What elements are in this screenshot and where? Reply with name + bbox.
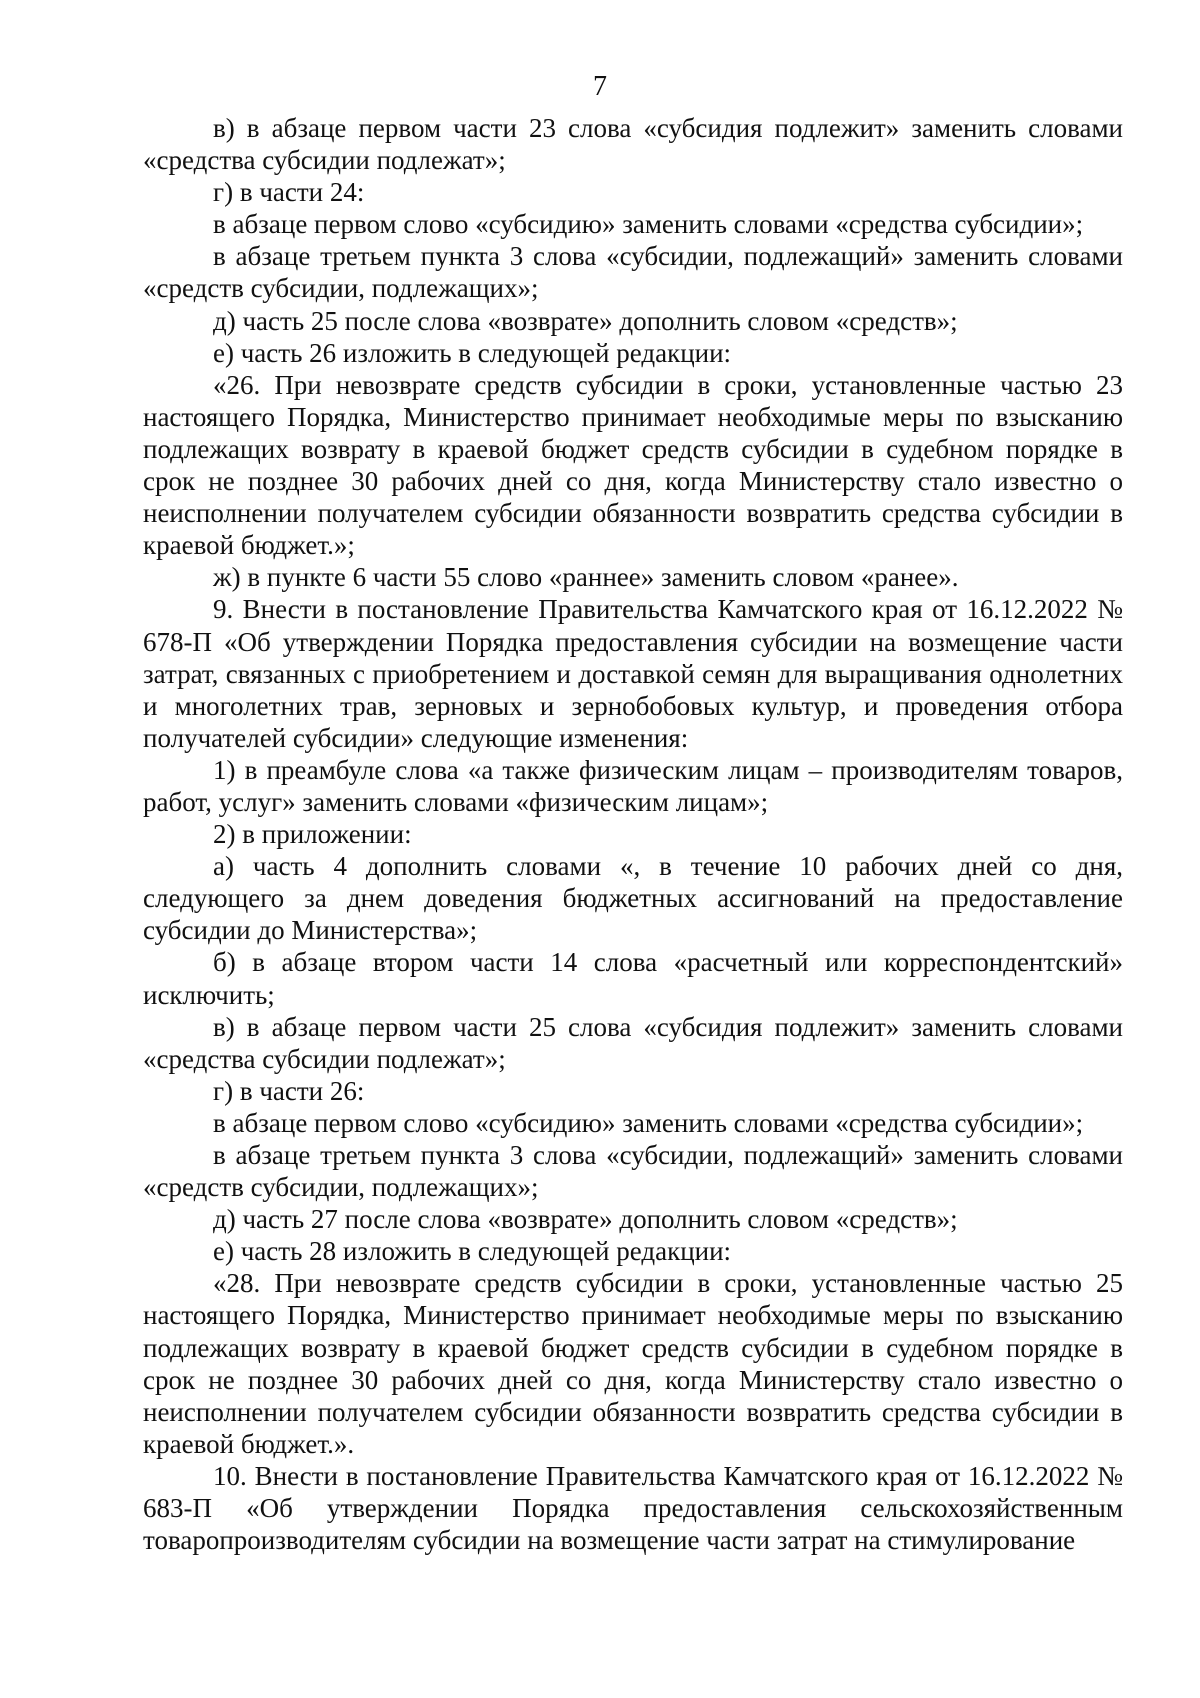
paragraph: е) часть 28 изложить в следующей редакции: [213, 1236, 732, 1267]
paragraph: в) в абзаце первом части 23 слова «субсидия подлежит» заменить словами «средства субсидии подлежат»; [143, 113, 1123, 176]
paragraph: 10. Внести в постановление Правительства Камчатского края от 16.12.2022 № 683-П «Об утверждении Порядка предоставления сельскохозяйственным товаропроизводителям субсидии на возмещение части затрат на стимулирование [143, 1460, 1123, 1556]
paragraph: б) в абзаце втором части 14 слова «расчетный или корреспондентский» исключить; [143, 947, 1123, 1010]
paragraph: г) в части 26: [213, 1075, 365, 1106]
paragraph: г) в части 24: [213, 177, 365, 208]
paragraph: в абзаце третьем пункта 3 слова «субсидии, подлежащий» заменить словами «средств субсидии, подлежащих»; [143, 241, 1123, 304]
paragraph: д) часть 25 после слова «возврате» дополнить словом «средств»; [213, 305, 958, 336]
paragraph: а) часть 4 дополнить словами «, в течение 10 рабочих дней со дня, следующего за днем доведения бюджетных ассигнований на предоставление субсидии до Министерства»; [143, 851, 1123, 946]
document-body [143, 112, 1123, 1556]
paragraph: в абзаце третьем пункта 3 слова «субсидии, подлежащий» заменить словами «средств субсидии, подлежащих»; [143, 1140, 1123, 1203]
paragraph: 9. Внести в постановление Правительства Камчатского края от 16.12.2022 № 678-П «Об утверждении Порядка предоставления субсидии на возмещение части затрат, связанных с приобретением и доставкой семян для выращивания однолетних и многолетних трав, зерновых и зернобобовых культур, и проведения отбора получателей субсидии» следующие изменения: [143, 594, 1123, 753]
paragraph: ж) в пункте 6 части 55 слово «раннее» заменить словом «ранее». [213, 562, 959, 593]
paragraph: в) в абзаце первом части 25 слова «субсидия подлежит» заменить словами «средства субсидии подлежат»; [143, 1011, 1123, 1074]
paragraph: в абзаце первом слово «субсидию» заменить словами «средства субсидии»; [213, 1107, 1084, 1138]
paragraph: «26. При невозврате средств субсидии в сроки, установленные частью 23 настоящего Порядка, Министерство принимает необходимые меры по взысканию подлежащих возврату в краевой бюджет средств субсидии в судебном порядке в срок не позднее 30 рабочих дней со дня, когда Министерству стало известно о неисполнении получателем субсидии обязанности возвратить средства субсидии в краевой бюджет.»; [143, 369, 1123, 561]
paragraph: 1) в преамбуле слова «а также физическим лицам – производителям товаров, работ, услуг» заменить словами «физическим лицам»; [143, 754, 1123, 817]
paragraph: е) часть 26 изложить в следующей редакции: [213, 337, 732, 368]
page-number: 7 [593, 71, 607, 102]
paragraph: 2) в приложении: [213, 819, 412, 850]
paragraph: «28. При невозврате средств субсидии в сроки, установленные частью 25 настоящего Порядка, Министерство принимает необходимые меры по взысканию подлежащих возврату в краевой бюджет средств субсидии в судебном порядке в срок не позднее 30 рабочих дней со дня, когда Министерству стало известно о неисполнении получателем субсидии обязанности возвратить средства субсидии в краевой бюджет.». [143, 1268, 1123, 1459]
paragraph: д) часть 27 после слова «возврате» дополнить словом «средств»; [213, 1204, 958, 1235]
paragraph: в абзаце первом слово «субсидию» заменить словами «средства субсидии»; [213, 209, 1084, 240]
